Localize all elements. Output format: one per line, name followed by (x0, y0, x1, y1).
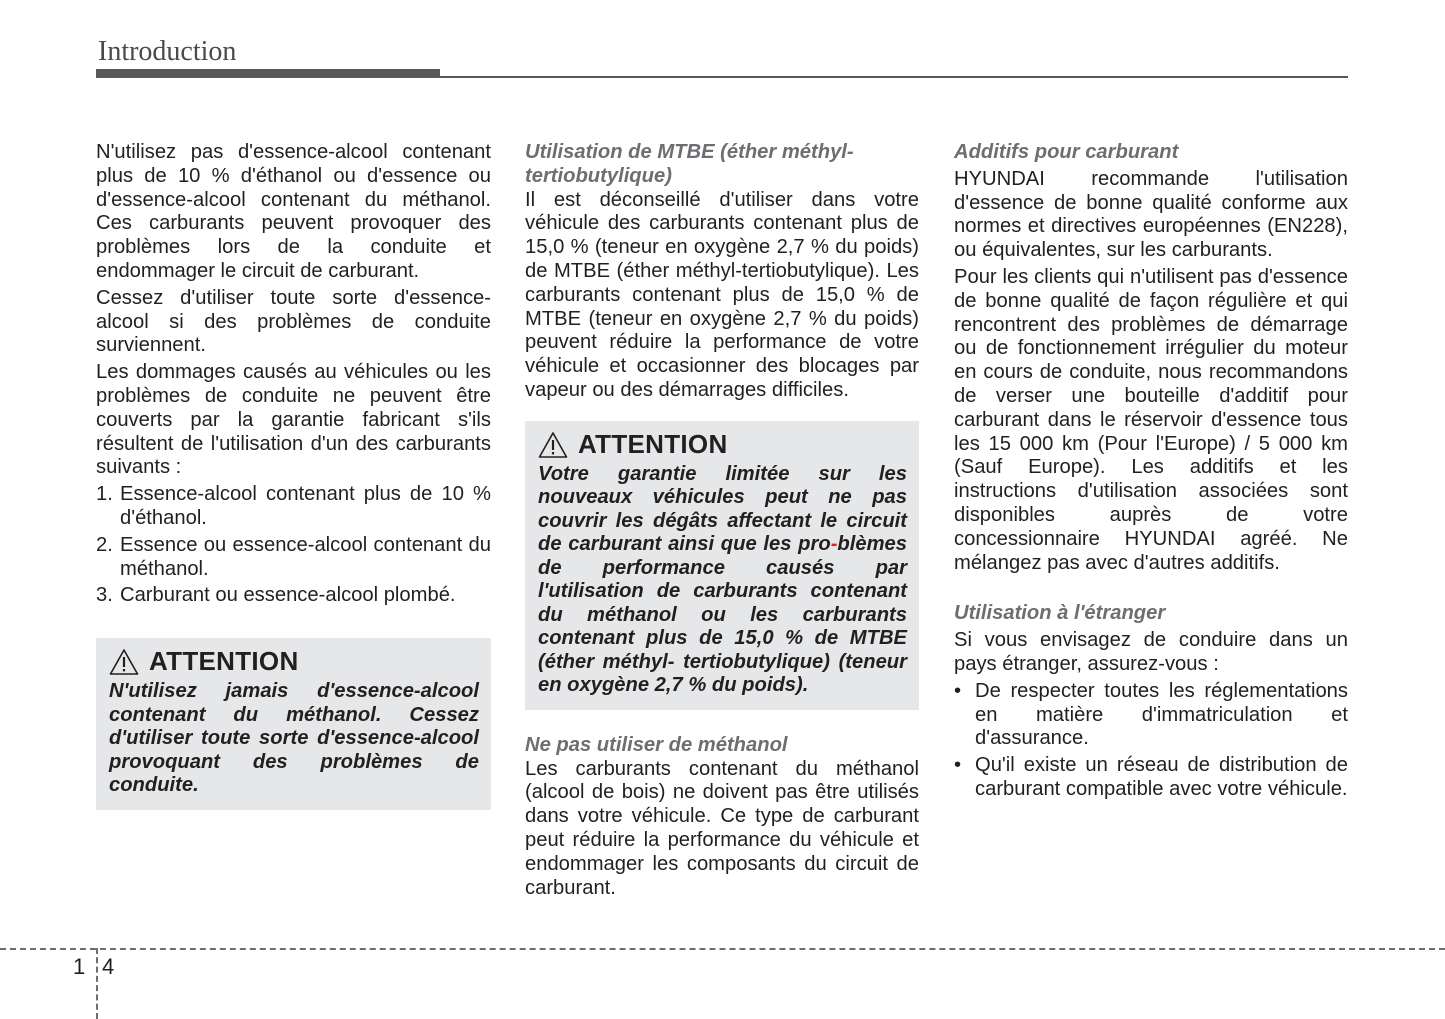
column-left (96, 141, 491, 810)
attention-title: ATTENTION (578, 428, 728, 459)
list-item (954, 754, 1348, 802)
paragraph: Cessez d'utiliser toute sorte d'essence-alcool si des problèmes de conduite surviennent. (96, 286, 491, 357)
paragraph: Pour les clients qui n'utilisent pas d'essence de bonne qualité de façon régulière et qui rencontrent des problèmes de démarrage ou de fonctionnement irrégulier du moteur en cours de conduite, nous recommandons de verser une bouteille d'additif pour carburant dans le réservoir d'essence tous les 15 000 km (Pour l'Europe) / 5 000 km (Sauf Europe). Les additifs et les instructions d'utilisation associées sont disponibles auprès de votre concessionnaire HYUNDAI agréé. Ne mélangez pas avec d'autres additifs. (954, 265, 1348, 574)
list-number: 1. (96, 483, 113, 506)
paragraph: Les dommages causés au véhicules ou les problèmes de conduite ne peuvent être couverts par la garantie fabricant s'ils résultent de l'utilisation d'un des carburants suivants : (96, 361, 491, 479)
paragraph: HYUNDAI recommande l'utilisation d'essence de bonne qualité conforme aux normes et directives européennes (EN228), ou équivalentes, sur les carburants. (954, 167, 1348, 262)
section-heading: Additifs pour carburant (954, 141, 1179, 163)
list-item (96, 534, 491, 582)
list-item (954, 680, 1348, 751)
attention-title: ATTENTION (149, 646, 299, 677)
section-heading: Ne pas utiliser de méthanol (525, 733, 788, 756)
bullet: • (954, 679, 962, 702)
chapter-number: 1 (73, 954, 86, 979)
header-rule-thick (96, 69, 440, 78)
bullet: • (954, 754, 962, 777)
paragraph: N'utilisez pas d'essence-alcool contenant plus de 10 % d'éthanol ou d'essence ou d'essence-alcool contenant du méthanol. Ces carburants peuvent provoquer des problèmes lors de la conduite et endommager le circuit de carburant. (96, 141, 491, 282)
page-number: 4 (102, 954, 115, 979)
column-right (954, 141, 1348, 805)
footer-divider (0, 948, 1445, 950)
list-text: Essence ou essence-alcool contenant du méthanol. (120, 533, 491, 580)
list-text: Essence-alcool contenant plus de 10 % d'éthanol. (120, 483, 491, 529)
bullet-list (954, 680, 1348, 802)
numbered-list (96, 483, 491, 608)
attention-text-part: Votre garantie limitée sur les nouveaux véhicules peut ne pas couvrir les dégâts affectant le circuit de carburant ainsi que les pro (538, 462, 907, 556)
list-item (96, 584, 491, 608)
paragraph: Il est déconseillé d'utiliser dans votre véhicule des carburants contenant plus de 15,0 % (teneur en oxygène 2,7 % du poids) de MTBE (éther méthyl-tertiobutylique). Les carburants contenant plus de 15,0 % de MTBE (teneur en oxygène 2,7 % du poids) peuvent réduire la performance de votre véhicule et occasionner des blocages par vapeur ou des démarrages difficiles. (525, 188, 919, 401)
attention-header (538, 428, 907, 459)
attention-text: N'utilisez jamais d'essence-alcool contenant du méthanol. Cessez d'utiliser toute sorte d'essence-alcool provoquant des problèmes de conduite. (109, 680, 479, 797)
list-number: 3. (96, 584, 113, 607)
paragraph: Les carburants contenant du méthanol (alcool de bois) ne doivent pas être utilisés dans votre véhicule. Ce type de carburant peut réduire la performance du véhicule et endommager les composants du circuit de carburant. (525, 757, 919, 899)
list-text: De respecter toutes les réglementations en matière d'immatriculation et d'assurance. (975, 679, 1348, 750)
list-number: 2. (96, 533, 113, 556)
header-rule-thin (440, 76, 1348, 78)
column-middle (525, 141, 919, 903)
paragraph: Si vous envisagez de conduire dans un pays étranger, assurez-vous : (954, 629, 1348, 675)
footer-margin-divider (96, 948, 98, 1019)
section-heading: Utilisation à l'étranger (954, 602, 1166, 625)
list-item (96, 483, 491, 531)
attention-text-part: blèmes de performance causés par l'utilisation de carburants contenant du méthanol ou les carburants contenant plus de 15,0 % de MTBE (éther méthyl- tertiobutylique) (teneur en oxygène 2,7 % du poids). (538, 533, 907, 697)
section-heading: Utilisation de MTBE (éther méthyl-tertiobutylique) (525, 141, 854, 187)
attention-header (109, 648, 479, 676)
hyphen: - (830, 533, 838, 556)
list-text: Carburant ou essence-alcool plombé. (120, 584, 456, 607)
list-text: Qu'il existe un réseau de distribution de carburant compatible avec votre véhicule. (975, 754, 1348, 800)
warning-triangle-icon (538, 431, 568, 459)
warning-triangle-icon (109, 648, 139, 676)
section-title: Introduction (98, 36, 237, 67)
attention-text (538, 463, 907, 698)
attention-box (96, 638, 491, 810)
attention-box (525, 421, 919, 710)
